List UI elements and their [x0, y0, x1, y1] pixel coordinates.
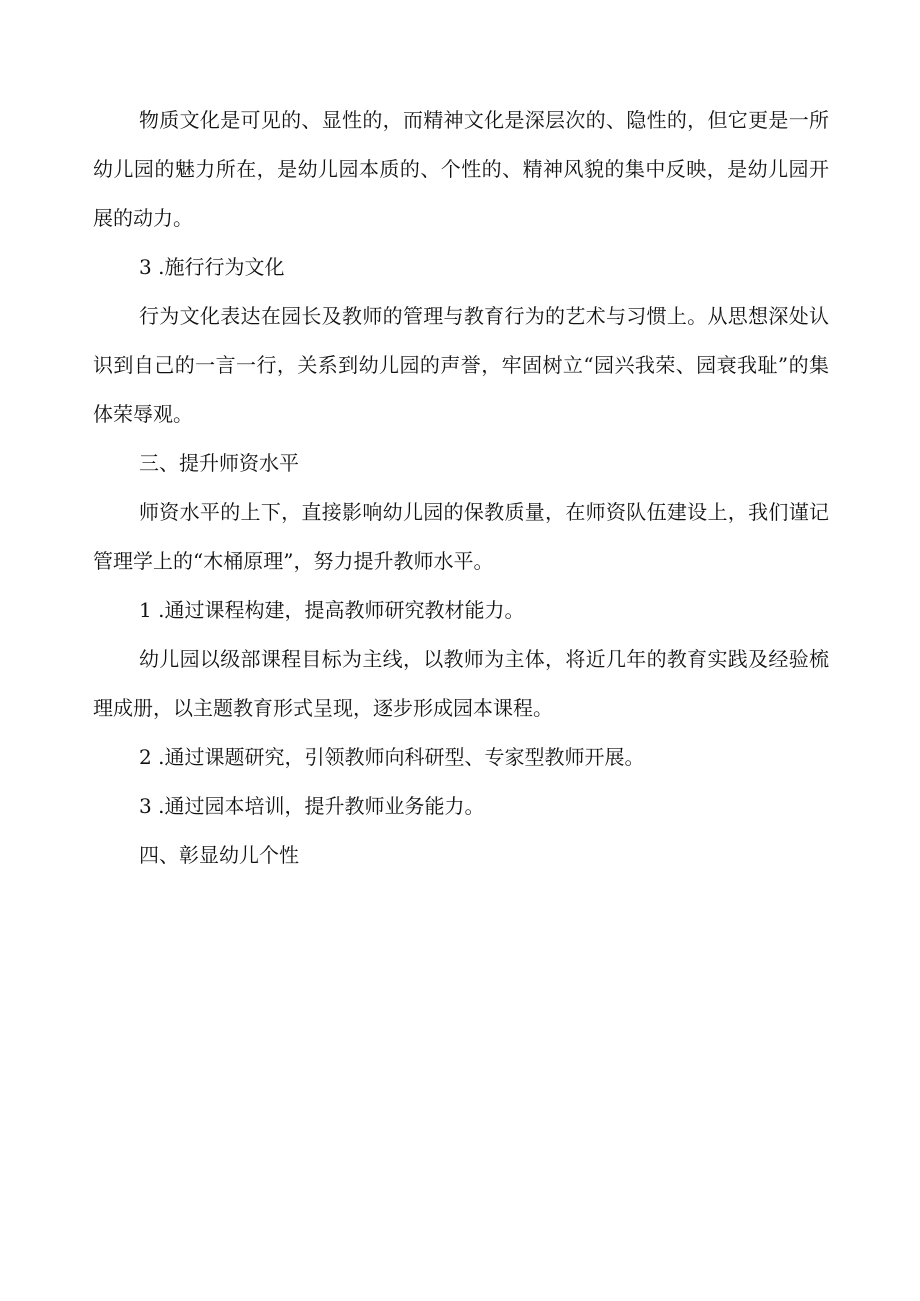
heading-teacher-quality: 三、提升师资水平 — [139, 451, 299, 475]
document-body — [93, 96, 829, 880]
item-research-projects: 2 .通过课题研究，引领教师向科研型、专家型教师开展。 — [139, 745, 645, 769]
paragraph-material-culture: 物质文化是可见的、显性的，而精神文化是深层次的、隐性的，但它更是一所幼儿园的魅力所在，是幼儿园本质的、个性的、精神风貌的集中反映，是幼儿园开展的动力。 — [93, 108, 829, 230]
item-curriculum-building: 1 .通过课程构建，提高教师研究教材能力。 — [139, 598, 525, 622]
item-school-training: 3 .通过园本培训，提升教师业务能力。 — [139, 794, 485, 818]
paragraph-curriculum-building: 幼儿园以级部课程目标为主线，以教师为主体，将近几年的教育实践及经验梳理成册，以主题教育形式呈现，逐步形成园本课程。 — [93, 647, 829, 720]
paragraph-teacher-quality: 师资水平的上下，直接影响幼儿园的保教质量，在师资队伍建设上，我们谨记管理学上的“木桶原理”，努力提升教师水平。 — [93, 500, 829, 573]
paragraph-behavior-culture: 行为文化表达在园长及教师的管理与教育行为的艺术与习惯上。从思想深处认识到自己的一言一行，关系到幼儿园的声誉，牢固树立“园兴我荣、园衰我耻”的集体荣辱观。 — [93, 304, 829, 426]
heading-behavior-culture: 3 .施行行为文化 — [139, 255, 285, 279]
heading-child-personality: 四、彰显幼儿个性 — [139, 843, 299, 867]
